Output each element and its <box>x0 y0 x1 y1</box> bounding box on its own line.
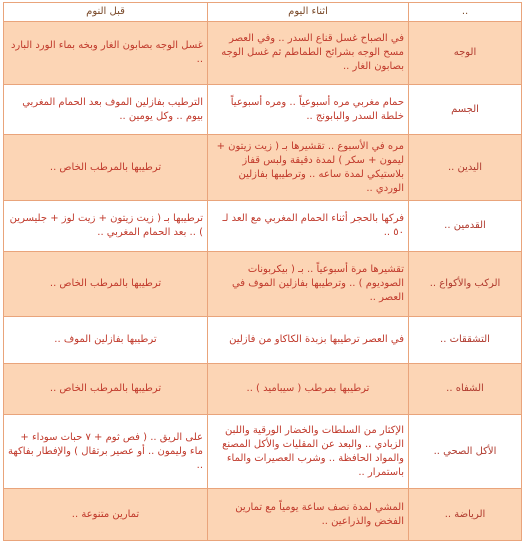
table-row <box>4 415 522 489</box>
beauty-routine-table <box>3 2 522 541</box>
row-part-label: اليدين .. <box>409 135 522 201</box>
table-row <box>4 364 522 415</box>
table-row <box>4 135 522 201</box>
row-day-cell: المشي لمدة نصف ساعة يومياً مع تمارين الفخض والذراعين .. <box>208 489 409 541</box>
row-night-cell: ترطيبها بالمرطب الخاص .. <box>4 135 208 201</box>
table-row <box>4 317 522 364</box>
row-part-label: الشفاه .. <box>409 364 522 415</box>
row-night-cell: غسل الوجه بصابون الغار وبخه بماء الورد البارد .. <box>4 22 208 85</box>
row-night-cell: ترطيبها بفازلين الموف .. <box>4 317 208 364</box>
row-part-label: الأكل الصحي .. <box>409 415 522 489</box>
row-part-label: القدمين .. <box>409 201 522 252</box>
table-row <box>4 201 522 252</box>
table-row <box>4 252 522 317</box>
row-night-cell: ترطيبها بالمرطب الخاص .. <box>4 364 208 415</box>
row-day-cell: تقشيرها مرة أسبوعياً .. بـ ( بيكربونات الصوديوم ) .. وترطيبها بفازلين الموف في العصر .. <box>208 252 409 317</box>
row-part-label: الرياضة .. <box>409 489 522 541</box>
header-before-sleep: قبل النوم <box>4 3 208 22</box>
row-part-label: الوجه <box>409 22 522 85</box>
row-day-cell: حمام مغربي مره أسبوعياً .. ومره أسبوعياً خلطة السدر والبابونج .. <box>208 85 409 135</box>
table-row <box>4 489 522 541</box>
row-day-cell: ترطيبها بمرطب ( سيباميد ) .. <box>208 364 409 415</box>
row-day-cell: فركها بالحجر أثناء الحمام المغربي مع العد لـ ٥٠ .. <box>208 201 409 252</box>
row-day-cell: في العصر ترطيبها بزبدة الكاكاو من فازلين <box>208 317 409 364</box>
row-day-cell: الإكثار من السلطات والخضار الورقية واللبن الزبادي .. والبعد عن المقليات والأكل المصنع والمواد الحافظة .. وشرب العصيرات والماء باستمرار .. <box>208 415 409 489</box>
row-night-cell: ترطيبها بـ ( زيت زيتون + زيت لوز + جليسرين ) .. بعد الحمام المغربي .. <box>4 201 208 252</box>
routine-table-container <box>3 2 521 541</box>
row-part-label: الجسم <box>409 85 522 135</box>
header-part: .. <box>409 3 522 22</box>
table-row <box>4 85 522 135</box>
table-row <box>4 22 522 85</box>
header-during-day: اثناء اليوم <box>208 3 409 22</box>
row-day-cell: في الصباح غسل قناع السدر .. وفي العصر مسح الوجه بشرائح الطماطم ثم غسل الوجه بصابون الغار .. <box>208 22 409 85</box>
row-day-cell: مره في الأسبوع .. تقشيرها بـ ( زيت زيتون + ليمون + سكر ) لمدة دقيقة ولبس قفاز بلاستيكي لمدة ساعه .. وترطيبها بفازلين الوردي .. <box>208 135 409 201</box>
row-part-label: الركب والأكواع .. <box>409 252 522 317</box>
row-night-cell: تمارين متنوعة .. <box>4 489 208 541</box>
row-night-cell: على الريق .. ( فص ثوم + ٧ حبات سوداء + ماء وليمون .. أو عصير برتقال ) والإفطار بفاكهة .. <box>4 415 208 489</box>
header-row <box>4 3 522 22</box>
row-night-cell: ترطيبها بالمرطب الخاص .. <box>4 252 208 317</box>
row-part-label: التشققات .. <box>409 317 522 364</box>
row-night-cell: الترطيب بفازلين الموف بعد الحمام المغربي بيوم .. وكل يومين .. <box>4 85 208 135</box>
